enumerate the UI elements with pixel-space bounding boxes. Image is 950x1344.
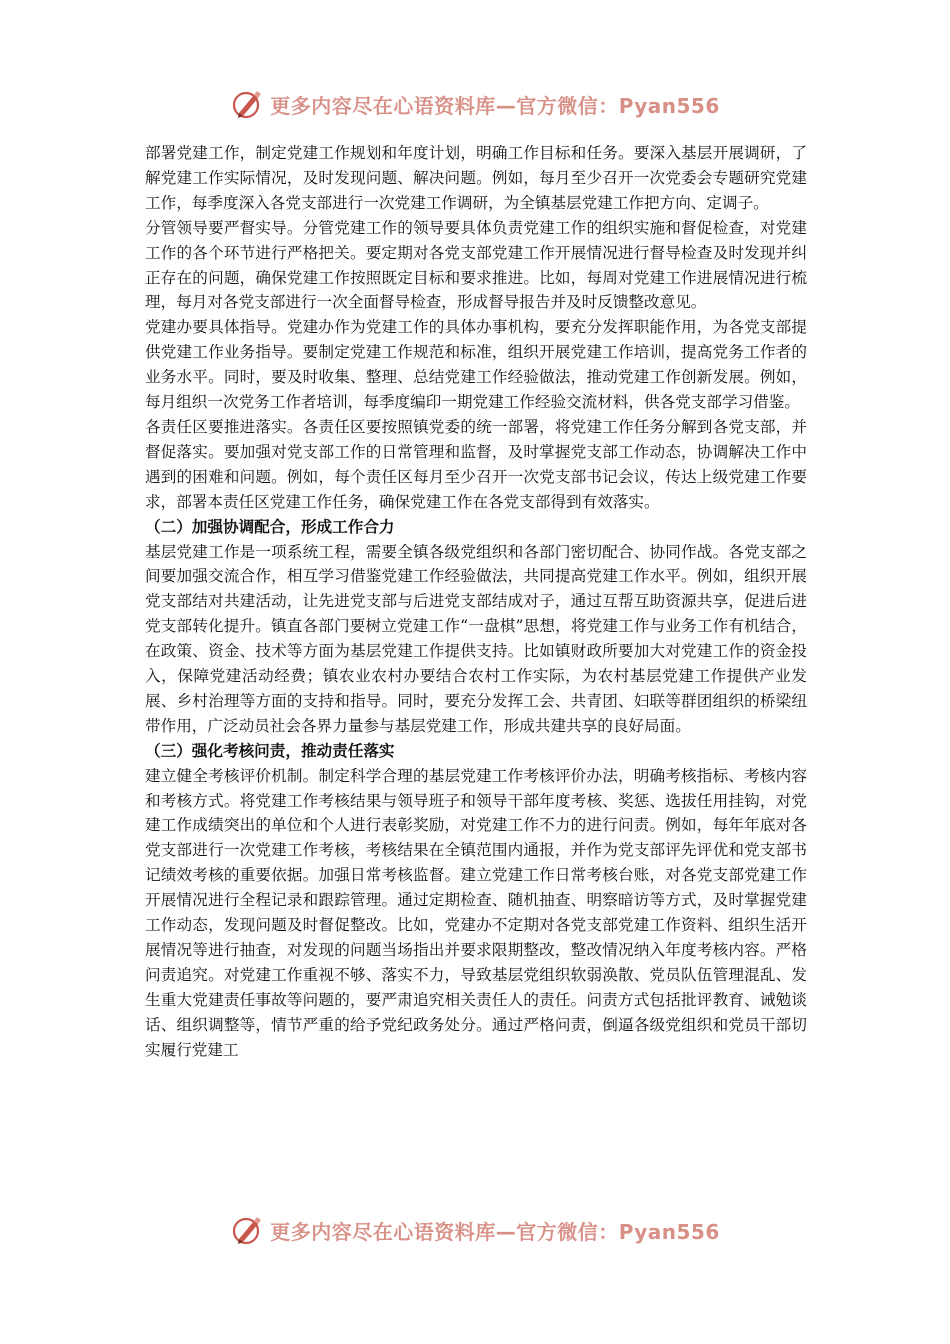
pen-logo-icon bbox=[230, 1212, 266, 1248]
paragraph: 各责任区要推进落实。各责任区要按照镇党委的统一部署，将党建工作任务分解到各党支部，并督促落实。要加强对党支部工作的日常管理和监督，及时掌握党支部工作动态，协调解决工作中遇到的困难和问题。例如，每个责任区每月至少召开一次党支部书记会议，传达上级党建工作要求，部署本责任区党建工作任务，确保党建工作在各党支部得到有效落实。 bbox=[145, 417, 807, 511]
document-body bbox=[145, 141, 807, 1063]
paragraph: 基层党建工作是一项系统工程，需要全镇各级党组织和各部门密切配合、协同作战。各党支部之间要加强交流合作，相互学习借鉴党建工作经验做法，共同提高党建工作水平。例如，组织开展党支部结对共建活动，让先进党支部与后进党支部结成对子，通过互帮互助资源共享，促进后进党支部转化提升。镇直各部门要树立党建工作“一盘棋”思想，将党建工作与业务工作有机结合，在政策、资金、技术等方面为基层党建工作提供支持。比如镇财政所要加大对党建工作的资金投入，保障党建活动经费；镇农业农村办要结合农村工作实际，为农村基层党建工作提供产业发展、乡村治理等方面的支持和指导。同时，要充分发挥工会、共青团、妇联等群团组织的桥梁纽带作用，广泛动员社会各界力量参与基层党建工作，形成共建共享的良好局面。 bbox=[145, 542, 807, 735]
paragraph: 分管领导要严督实导。分管党建工作的领导要具体负责党建工作的组织实施和督促检查，对党建工作的各个环节进行严格把关。要定期对各党支部党建工作开展情况进行督导检查及时发现并纠正存在的问题，确保党建工作按照既定目标和要求推进。比如，每周对党建工作进展情况进行梳理，每月对各党支部进行一次全面督导检查，形成督导报告并及时反馈整改意见。 bbox=[145, 218, 807, 312]
paragraph: 党建办要具体指导。党建办作为党建工作的具体办事机构，要充分发挥职能作用，为各党支部提供党建工作业务指导。要制定党建工作规范和标准，组织开展党建工作培训，提高党务工作者的业务水平。同时，要及时收集、整理、总结党建工作经验做法，推动党建工作创新发展。例如，每月组织一次党务工作者培训，每季度编印一期党建工作经验交流材料，供各党支部学习借鉴。 bbox=[145, 318, 807, 412]
pen-logo-icon bbox=[230, 86, 266, 122]
section-heading: （二）加强协调配合，形成工作合力 bbox=[145, 516, 395, 536]
watermark-text: 更多内容尽在心语资料库—官方微信：Pyan556 bbox=[270, 1219, 720, 1244]
paragraph: 建立健全考核评价机制。制定科学合理的基层党建工作考核评价办法，明确考核指标、考核内容和考核方式。将党建工作考核结果与领导班子和领导干部年度考核、奖惩、选拔任用挂钩，对党建工作成绩突出的单位和个人进行表彰奖励，对党建工作不力的进行问责。例如，每年年底对各党支部进行一次党建工作考核，考核结果在全镇范围内通报，并作为党支部评先评优和党支部书记绩效考核的重要依据。加强日常考核监督。建立党建工作日常考核台账，对各党支部党建工作开展情况进行全程记录和跟踪管理。通过定期检查、随机抽查、明察暗访等方式，及时掌握党建工作动态，发现问题及时督促整改。比如，党建办不定期对各党支部党建工作资料、组织生活开展情况等进行抽查，对发现的问题当场指出并要求限期整改，整改情况纳入年度考核内容。严格问责追究。对党建工作重视不够、落实不力，导致基层党组织软弱涣散、党员队伍管理混乱、发生重大党建责任事故等问题的，要严肃追究相关责任人的责任。问责方式包括批评教育、诫勉谈话、组织调整等，情节严重的给予党纪政务处分。通过严格问责，倒逼各级党组织和党员干部切实履行党建工 bbox=[145, 766, 807, 1059]
section-heading: （三）强化考核问责，推动责任落实 bbox=[145, 740, 395, 760]
watermark-text: 更多内容尽在心语资料库—官方微信：Pyan556 bbox=[270, 93, 720, 118]
header-watermark bbox=[0, 84, 950, 124]
footer-watermark bbox=[0, 1210, 950, 1250]
paragraph: 部署党建工作，制定党建工作规划和年度计划，明确工作目标和任务。要深入基层开展调研，了解党建工作实际情况，及时发现问题、解决问题。例如，每月至少召开一次党委会专题研究党建工作，每季度深入各党支部进行一次党建工作调研，为全镇基层党建工作把方向、定调子。 bbox=[145, 144, 807, 212]
